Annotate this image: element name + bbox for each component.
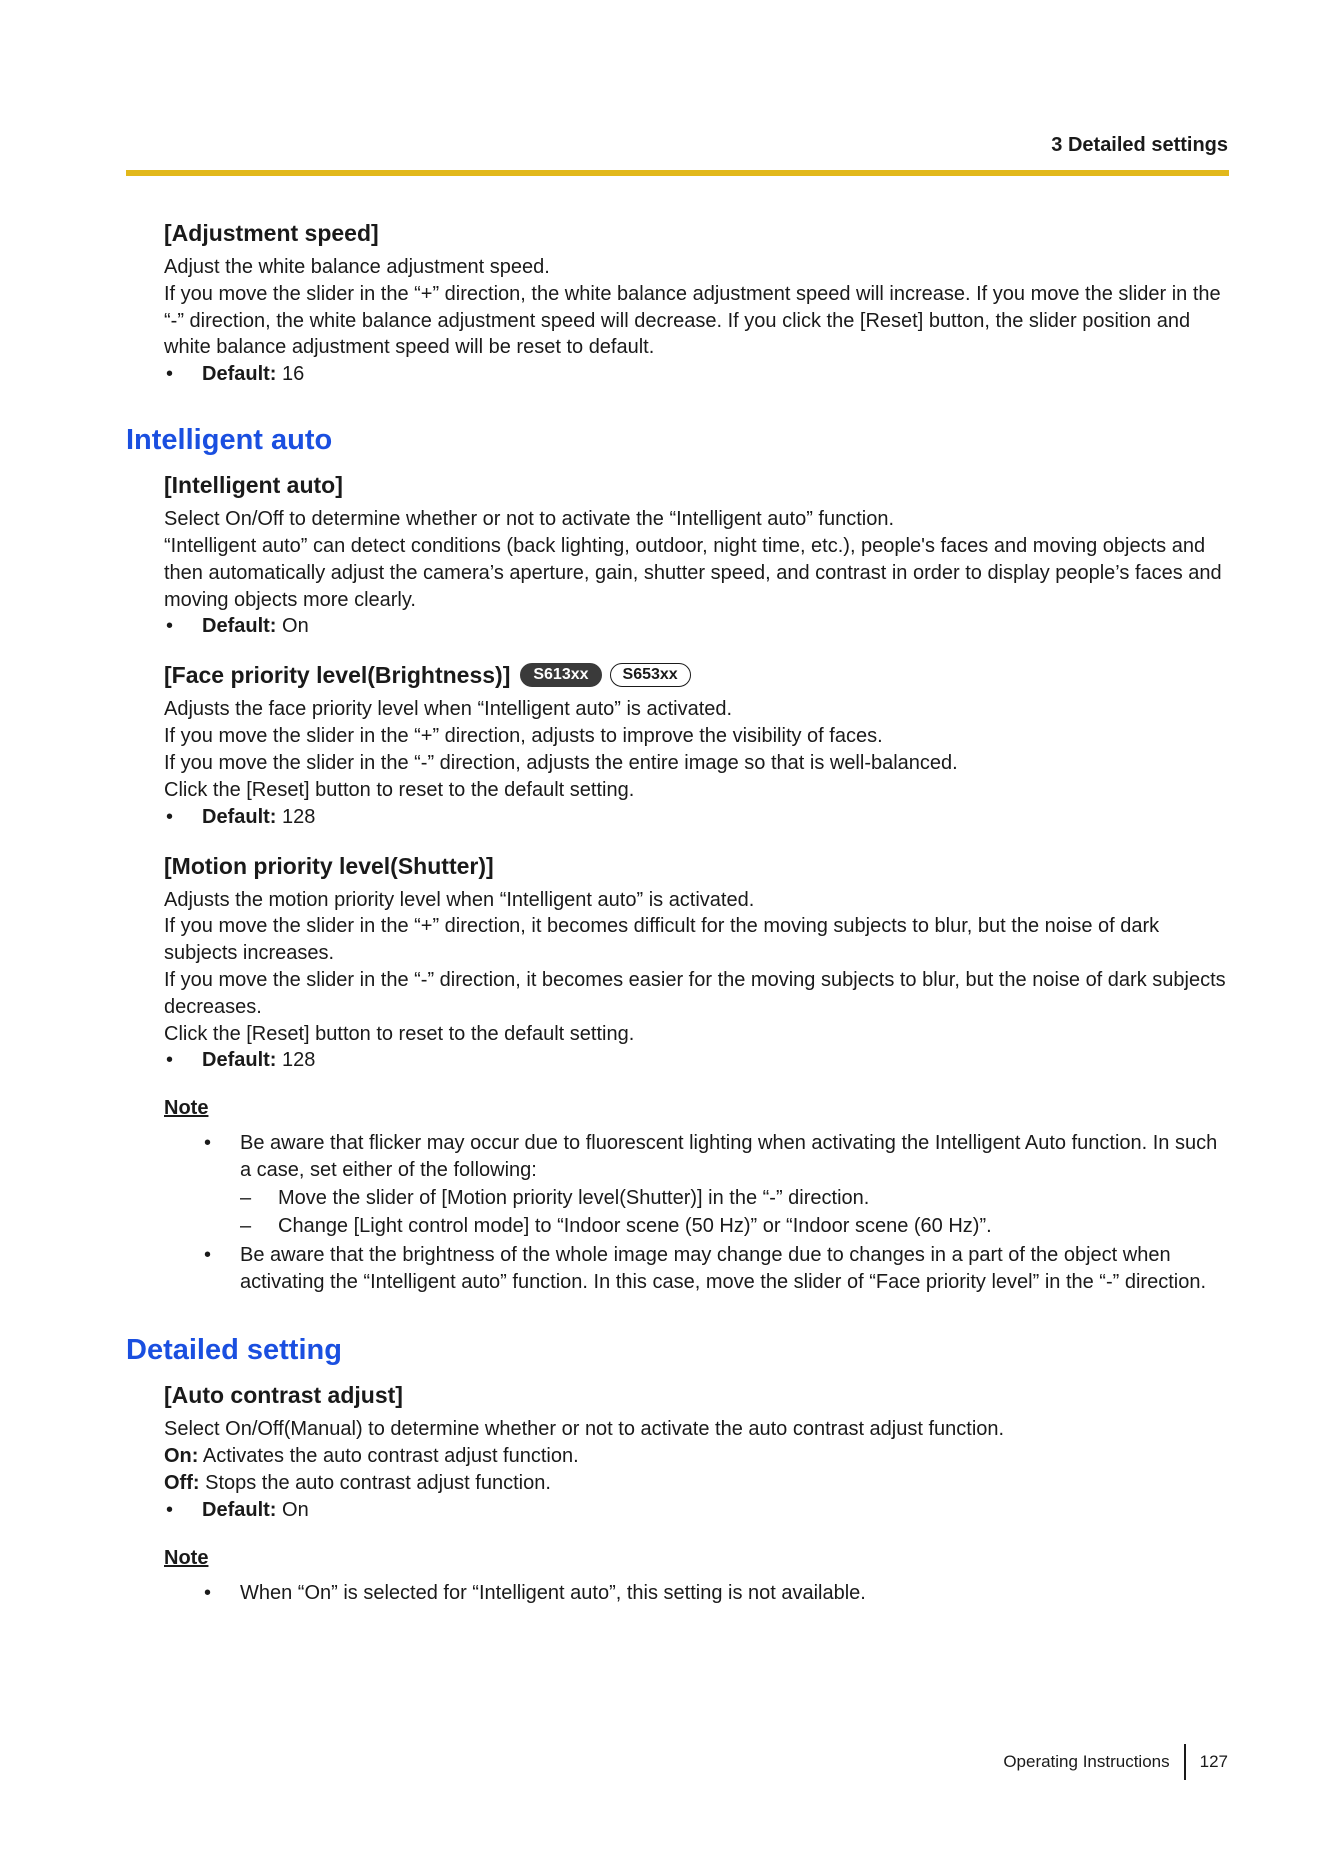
page-footer: [1003, 1744, 1228, 1780]
face-priority-line-4: Click the [Reset] button to reset to the default setting.: [164, 778, 635, 801]
motion-priority-line-4: Click the [Reset] button to reset to the default setting.: [164, 1022, 635, 1045]
adjustment-speed-line-2: If you move the slider in the “+” direction, the white balance adjustment speed will increase. If you move the slider in the “-” direction, the white balance adjustment speed will decrease. If you click the [Reset] button, the slider position and white balance adjustment speed will be reset to default.: [164, 282, 1221, 359]
auto-contrast-block: [126, 1380, 1231, 1523]
model-badge-s613xx: S613xx: [520, 663, 601, 687]
default-label: Default:: [202, 363, 277, 386]
face-priority-heading: [164, 660, 1231, 690]
note-item-text: Be aware that flicker may occur due to fluorescent lighting when activating the Intelligent Auto function. In such a case, set either of the following:: [240, 1132, 1218, 1182]
note-heading: Note: [164, 1097, 209, 1120]
auto-contrast-line-1: Select On/Off(Manual) to determine whether or not to activate the auto contrast adjust function.: [164, 1418, 1005, 1441]
intelligent-auto-note: [126, 1094, 1231, 1296]
motion-priority-line-1: Adjusts the motion priority level when “Intelligent auto” is activated.: [164, 888, 755, 911]
note-list: [164, 1130, 1231, 1296]
motion-priority-line-2: If you move the slider in the “+” direction, it becomes difficult for the moving subjects to blur, but the noise of dark subjects increases.: [164, 915, 1160, 965]
default-value: 128: [276, 1049, 316, 1072]
page-content: [126, 218, 1231, 1609]
face-priority-title: [Face priority level(Brightness)]: [164, 662, 511, 689]
adjustment-speed-block: [126, 218, 1231, 388]
intelligent-auto-heading: [Intelligent auto]: [164, 472, 343, 499]
note-item-brightness: • Be aware that the brightness of the whole image may change due to changes in a part of the object when activating the “Intelligent auto” function. In this case, move the slider of “Face priority level” in the “-” direction.: [202, 1242, 1231, 1296]
on-text: Activates the auto contrast adjust function.: [198, 1445, 579, 1468]
section-title-detailed-setting: Detailed setting: [126, 1334, 342, 1367]
adjustment-speed-default: [164, 361, 1231, 388]
motion-priority-default: [164, 1047, 1231, 1074]
default-value: 16: [276, 363, 305, 386]
detailed-setting-note: [126, 1544, 1231, 1607]
footer-label: Operating Instructions: [1003, 1752, 1170, 1771]
face-priority-line-3: If you move the slider in the “-” direction, adjusts the entire image so that is well-balanced.: [164, 751, 958, 774]
header-rule: [126, 170, 1229, 176]
note-item-flicker: [202, 1130, 1231, 1240]
default-label: Default:: [202, 1498, 277, 1521]
note-heading: Note: [164, 1546, 209, 1569]
adjustment-speed-heading: [Adjustment speed]: [164, 220, 379, 246]
section-title-intelligent-auto: Intelligent auto: [126, 424, 333, 457]
footer-divider: [1184, 1744, 1186, 1780]
face-priority-default: [164, 804, 1231, 831]
off-text: Stops the auto contrast adjust function.: [199, 1471, 551, 1494]
motion-priority-block: [126, 851, 1231, 1075]
note-subitem-light-control: – Change [Light control mode] to “Indoor scene (50 Hz)” or “Indoor scene (60 Hz)”.: [240, 1212, 1231, 1240]
adjustment-speed-line-1: Adjust the white balance adjustment speed.: [164, 256, 550, 278]
off-label: Off:: [164, 1471, 200, 1494]
note-list: [164, 1580, 1231, 1607]
motion-priority-line-3: If you move the slider in the “-” direction, it becomes easier for the moving subjects to blur, but the noise of dark subjects decreases.: [164, 968, 1226, 1018]
intelligent-auto-default: [164, 613, 1231, 640]
intelligent-auto-line-1: Select On/Off to determine whether or not to activate the “Intelligent auto” function.: [164, 508, 895, 531]
auto-contrast-default: [164, 1497, 1231, 1524]
intelligent-auto-line-2: “Intelligent auto” can detect conditions (back lighting, outdoor, night time, etc.), people's faces and moving objects and then automatically adjust the camera’s aperture, gain, shutter speed, and contrast in order to display people’s faces and moving objects more clearly.: [164, 534, 1222, 611]
on-label: On:: [164, 1445, 199, 1468]
default-label: Default:: [202, 615, 277, 638]
model-badge-s653xx: S653xx: [610, 663, 691, 687]
intelligent-auto-block: [126, 470, 1231, 640]
default-value: 128: [276, 805, 316, 828]
note-item-availability: • When “On” is selected for “Intelligent auto”, this setting is not available.: [202, 1580, 1231, 1607]
face-priority-line-1: Adjusts the face priority level when “Intelligent auto” is activated.: [164, 698, 733, 721]
auto-contrast-heading: [Auto contrast adjust]: [164, 1382, 403, 1409]
face-priority-line-2: If you move the slider in the “+” direction, adjusts to improve the visibility of faces.: [164, 725, 883, 748]
page-number: 127: [1199, 1752, 1228, 1771]
default-label: Default:: [202, 1049, 277, 1072]
running-header: 3 Detailed settings: [1051, 134, 1228, 156]
note-subitem-motion-slider: – Move the slider of [Motion priority level(Shutter)] in the “-” direction.: [240, 1184, 1231, 1212]
auto-contrast-off: [164, 1470, 1231, 1497]
auto-contrast-on: [164, 1443, 1231, 1470]
default-value: On: [276, 615, 309, 638]
default-value: On: [276, 1498, 309, 1521]
face-priority-block: [126, 660, 1231, 830]
motion-priority-heading: [Motion priority level(Shutter)]: [164, 852, 494, 879]
default-label: Default:: [202, 805, 277, 828]
